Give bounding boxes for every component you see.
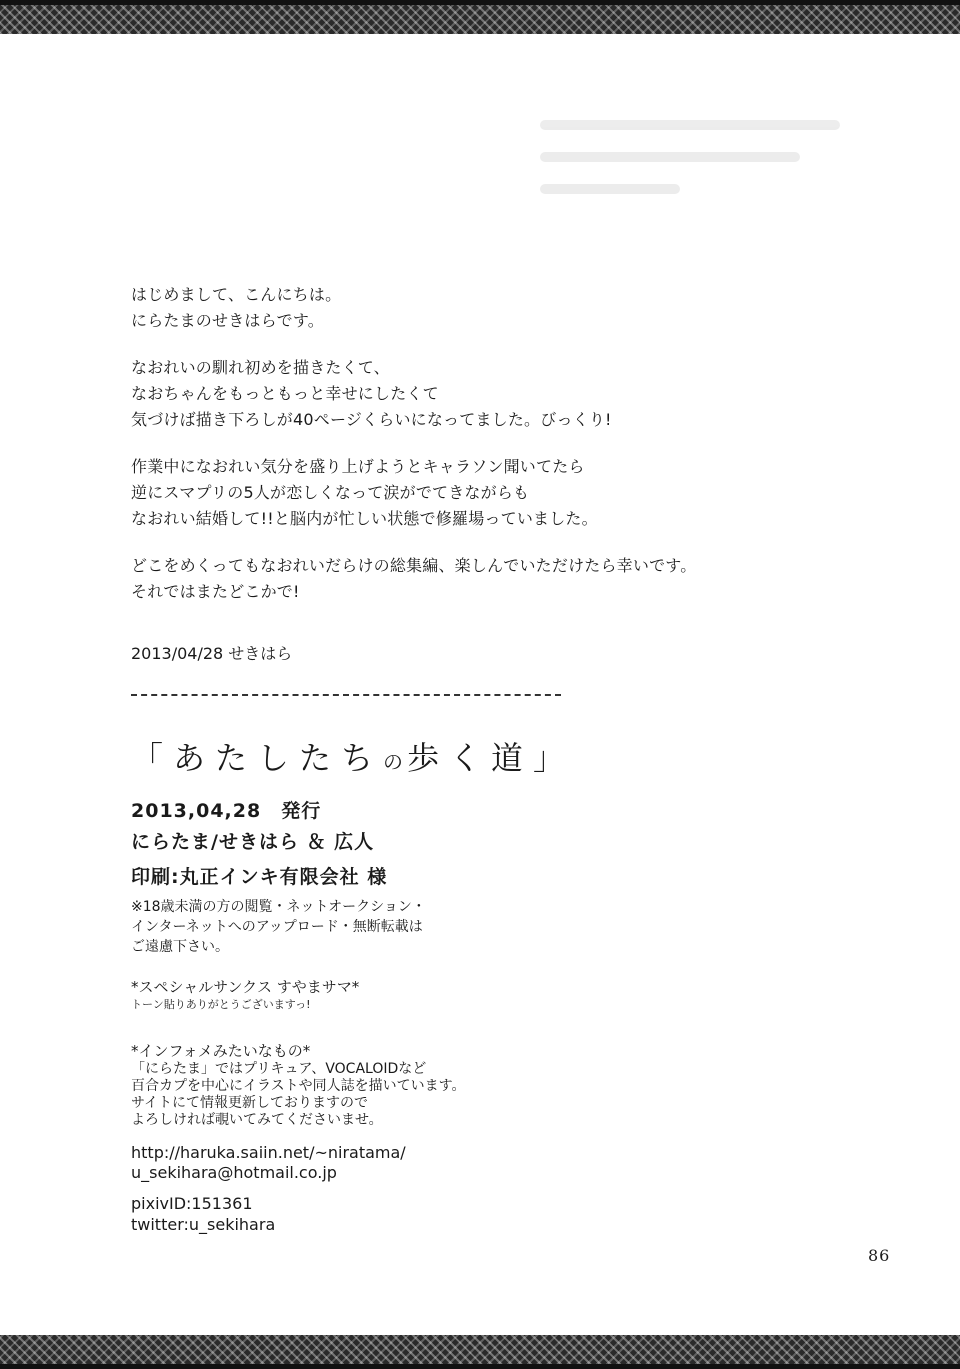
printer: 印刷:丸正インキ有限会社 様 xyxy=(131,866,388,888)
special-thanks xyxy=(131,977,891,1013)
greeting-paragraph xyxy=(131,282,891,334)
greeting-line: 気づけば描き下ろしが40ページくらいになってました。びっくり! xyxy=(131,410,612,429)
special-thanks-note: トーン貼りありがとうございますっ! xyxy=(131,998,311,1011)
circle-info xyxy=(131,1041,891,1129)
book-title-particle: の xyxy=(383,750,408,774)
contact-links xyxy=(131,1143,891,1183)
greeting-paragraph xyxy=(131,553,891,605)
circle-info-line: 百合カプを中心にイラストや同人誌を描いています。 xyxy=(131,1078,466,1094)
decorative-border-bottom xyxy=(0,1335,960,1369)
social-ids xyxy=(131,1193,891,1235)
afterword-page xyxy=(131,282,891,1235)
website-url: http://haruka.saiin.net/~niratama/ xyxy=(131,1143,406,1162)
email-address: u_sekihara@hotmail.co.jp xyxy=(131,1163,337,1182)
circle-info-line: よろしければ覗いてみてくださいませ。 xyxy=(131,1112,383,1128)
twitter-handle: twitter:u_sekihara xyxy=(131,1215,276,1234)
greeting-line: なおちゃんをもっともっと幸せにしたくて xyxy=(131,384,439,403)
circle-info-line: 「にらたま」ではプリキュア、VOCALOIDなど xyxy=(131,1061,427,1077)
greeting-paragraph xyxy=(131,454,891,532)
greeting-line: 逆にスマプリの5人が恋しくなって涙がでてきながらも xyxy=(131,483,530,502)
greeting-message xyxy=(131,282,891,605)
decorative-border-top xyxy=(0,0,960,34)
dashed-divider xyxy=(131,694,561,696)
greeting-line: どこをめくってもなおれいだらけの総集編、楽しんでいただけたら幸いです。 xyxy=(131,556,697,575)
special-thanks-heading: *スペシャルサンクス すやまサマ* xyxy=(131,978,360,996)
page-number: 86 xyxy=(868,1246,891,1265)
circle-info-line: サイトにて情報更新しておりますので xyxy=(131,1095,369,1111)
copyright-notice xyxy=(131,897,891,957)
greeting-line: 作業中になおれい気分を盛り上げようとキャラソン聞いてたら xyxy=(131,457,585,476)
notice-line: ※18歳未満の方の閲覧・ネットオークション・ xyxy=(131,899,426,915)
notice-line: インターネットへのアップロード・無断転載は xyxy=(131,919,423,935)
pixiv-id: pixivID:151361 xyxy=(131,1194,253,1213)
book-title-close: 歩く道」 xyxy=(407,739,576,777)
issue-date: 2013,04,28 発行 xyxy=(131,800,322,822)
book-title-open: 「あたしたち xyxy=(131,739,384,777)
greeting-line: それではまたどこかで! xyxy=(131,582,300,601)
greeting-line: なおれい結婚して!!と脳内が忙しい状態で修羅場っていました。 xyxy=(131,509,598,528)
bleed-through-text xyxy=(540,120,860,240)
notice-line: ご遠慮下さい。 xyxy=(131,939,229,955)
greeting-paragraph xyxy=(131,355,891,433)
book-title xyxy=(131,736,891,784)
greeting-line: はじめまして、こんにちは。 xyxy=(131,285,342,304)
signature-date: 2013/04/28 せきはら xyxy=(131,644,293,663)
greeting-line: にらたまのせきはらです。 xyxy=(131,311,324,330)
circle-info-heading: *インフォメみたいなもの* xyxy=(131,1042,311,1060)
authors: にらたま/せきはら ＆ 広人 xyxy=(131,831,375,853)
greeting-line: なおれいの馴れ初めを描きたくて、 xyxy=(131,358,390,377)
